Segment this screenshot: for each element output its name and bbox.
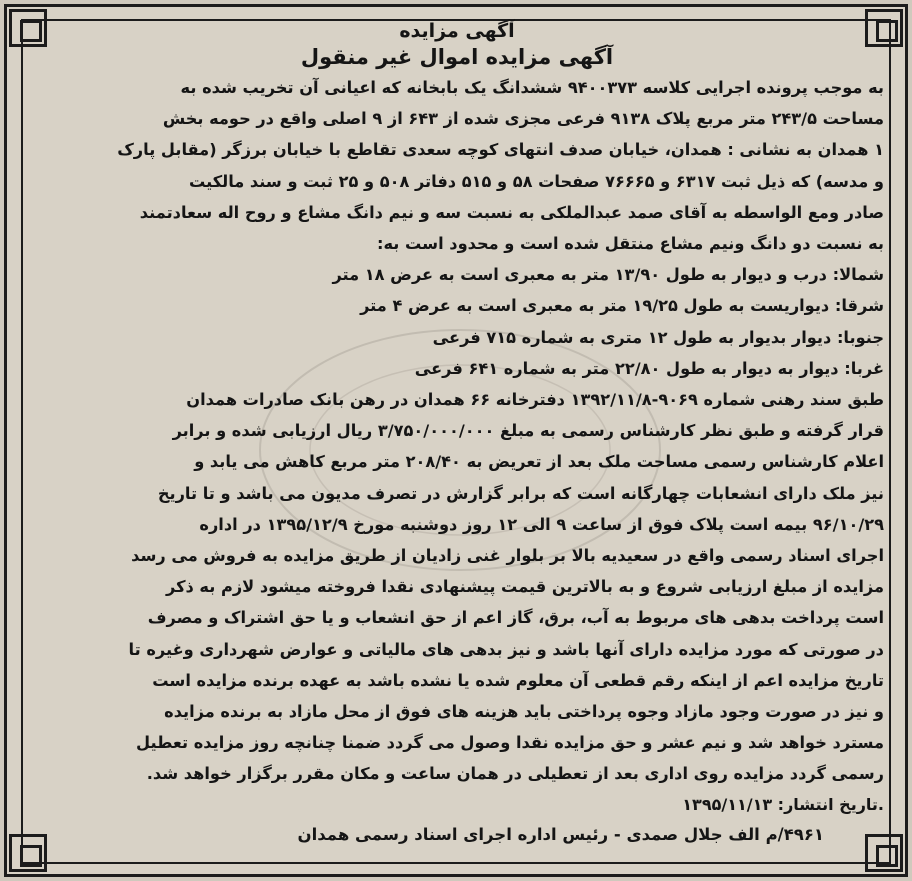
intro-line: صادر ومع الواسطه به آقای صمد عبدالملکی به نسبت سه و نیم دانگ مشاع و روح اله سعادتمند (139, 202, 884, 222)
terms-line: طبق سند رهنی شماره ۹۰۶۹-۱۳۹۲/۱۱/۸ دفترخانه ۶۶ همدان در رهن بانک صادرات همدان (186, 390, 884, 410)
terms-line: نیز ملک دارای انشعابات چهارگانه است که برابر گزارش در تصرف مدیون می باشد و تا تاریخ (157, 483, 884, 503)
ad-content (30, 18, 884, 863)
boundary-west: غربا: دیوار به دیوار به طول ۲۲/۸۰ متر به شماره ۶۴۱ فرعی (414, 358, 884, 378)
intro-line: به نسبت دو دانگ ونیم مشاع منتقل شده است و محدود است به: (377, 234, 884, 254)
terms-line: است پرداخت بدهی های مربوط به آب، برق، گاز اعم از حق انشعاب و یا حق اشتراک و مصرف (147, 608, 884, 628)
publish-date: .تاریخ انتشار: ۱۳۹۵/۱۱/۱۳ (682, 794, 884, 814)
ad-heading: آگهی مزایده (399, 20, 515, 42)
signature-line: ۴۹۶۱/م الف جلال صمدی - رئیس اداره اجرای اسناد رسمی همدان (297, 824, 824, 844)
intro-line: مساحت ۲۴۳/۵ متر مربع پلاک ۹۱۳۸ فرعی مجزی شده از ۶۴۳ از ۹ اصلی واقع در حومه بخش (162, 109, 884, 129)
intro-line: به موجب پرونده اجرایی کلاسه ۹۴۰۰۳۷۳ ششدانگ یک بابخانه که اعیانی آن تخریب شده به (180, 78, 884, 97)
boundary-north: شمالا: درب و دیوار به طول ۱۳/۹۰ متر به معبری است به عرض ۱۸ متر (332, 265, 884, 285)
terms-line: رسمی گردد مزایده روی اداری بعد از تعطیلی در همان ساعت و مکان مقرر برگزار خواهد شد. (146, 764, 884, 784)
terms-paragraph (30, 384, 884, 790)
terms-line: تاریخ مزایده اعم از اینکه رقم قطعی آن معلوم شده یا نشده باشد به عهده برنده مزایده است (152, 670, 884, 690)
ad-title: آگهی مزایده اموال غیر منقول (300, 45, 614, 69)
terms-line: قرار گرفته و طبق نظر کارشناس رسمی به مبلغ ۳/۷۵۰/۰۰۰/۰۰۰ ریال ارزیابی شده و برابر (172, 421, 884, 441)
terms-line: مسترد خواهد شد و نیم عشر و حق مزایده نقدا وصول می گردد ضمنا چنانچه روز مزایده تعطیل (136, 733, 884, 753)
terms-line: و نیز در صورت وجود مازاد وجوه پرداختی باید هزینه های فوق از محل مازاد به برنده مزایده (164, 702, 884, 722)
intro-line: ۱ همدان به نشانی : همدان، خیابان صدف انتهای کوچه سعدی تقاطع با خیابان برزگر (مقابل پارک (117, 140, 884, 160)
boundaries-list (30, 259, 884, 384)
boundary-east: شرقا: دیواریست به طول ۱۹/۲۵ متر به معبری است به عرض ۴ متر (360, 296, 884, 316)
terms-line: اعلام کارشناس رسمی مساحت ملک بعد از تعریض به ۲۰۸/۴۰ متر مربع کاهش می یابد و (194, 452, 884, 472)
terms-line: ۹۶/۱۰/۲۹ بیمه است پلاک فوق از ساعت ۹ الی ۱۲ روز دوشنبه مورخ ۱۳۹۵/۱۲/۹ در اداره (199, 514, 884, 534)
terms-line: در صورتی که مورد مزایده دارای آنها باشد و نیز بدهی های مالیاتی و عوارض شهرداری وغیره تا (128, 639, 884, 659)
terms-line: مزایده از مبلغ ارزیابی شروع و به بالاترین قیمت پیشنهادی نقدا فروخته میشود لازم به ذکر (166, 577, 884, 597)
boundary-south: جنوبا: دیوار بدیوار به طول ۱۲ متری به شماره ۷۱۵ فرعی (432, 327, 884, 347)
intro-line: و مدسه) که ذیل ثبت ۶۳۱۷ و ۷۶۶۶۵ صفحات ۵۸ و ۵۱۵ دفاتر ۵۰۸ و ۲۵ ثبت و سند مالکیت (188, 171, 884, 191)
terms-line: اجرای اسناد رسمی واقع در سعیدیه بالا بر بلوار غنی زادیان از طریق مزایده به فروش می رسد (131, 546, 884, 566)
intro-paragraph (30, 72, 884, 259)
